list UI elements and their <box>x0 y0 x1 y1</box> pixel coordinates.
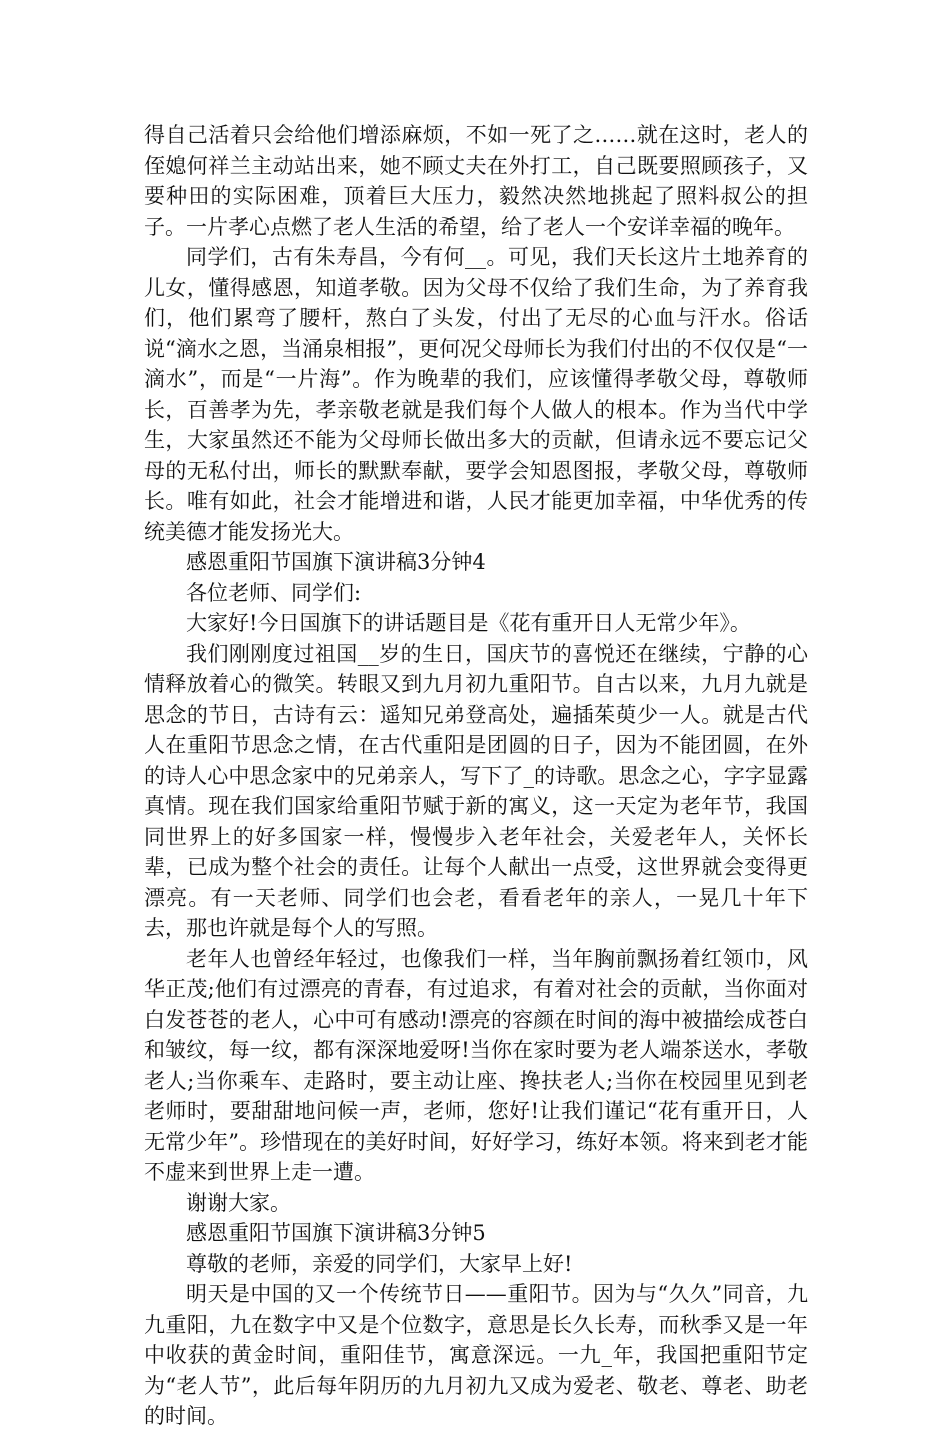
closing-line: 谢谢大家。 <box>186 1190 291 1215</box>
body-paragraph: 同学们，古有朱寿昌，今有何__。可见，我们天长这片土地养育的儿女，懂得感恩，知道孝敬。因为父母不仅给了我们生命，为了养育我们，他们累弯了腰杆，熬白了头发，付出了无尽的心血与汗水。俗话说“滴水之恩，当涌泉相报”，更何况父母师长为我们付出的不仅仅是“一滴水”，而是“一片海”。作为晚辈的我们，应该懂得孝敬父母，尊敬师长，百善孝为先，孝亲敬老就是我们每个人做人的根本。作为当代中学生，大家虽然还不能为父母师长做出多大的贡献，但请永远不要忘记父母的无私付出，师长的默默奉献，要学会知恩图报，孝敬父母，尊敬师长。唯有如此，社会才能增进和谐，人民才能更加幸福，中华优秀的传统美德才能发扬光大。 <box>144 245 808 544</box>
body-paragraph: 明天是中国的又一个传统节日——重阳节。因为与“久久”同音，九九重阳，九在数字中又是个位数字，意思是长久长寿，而秋季又是一年中收获的黄金时间，重阳佳节，寓意深远。一九_年，我国把重阳节定为“老人节”，此后每年阴历的九月初九又成为爱老、敬老、尊老、助老的时间。 <box>144 1282 808 1428</box>
body-paragraph: 我们刚刚度过祖国__岁的生日，国庆节的喜悦还在继续，宁静的心情释放着心的微笑。转眼又到九月初九重阳节。自古以来，九月九就是思念的节日，古诗有云：遥知兄弟登高处，遍插茱萸少一人。就是古代人在重阳节思念之情，在古代重阳是团圆的日子，因为不能团圆，在外的诗人心中思念家中的兄弟亲人，写下了_的诗歌。思念之心，字字显露真情。现在我们国家给重阳节赋于新的寓义，这一天定为老年节，我国同世界上的好多国家一样，慢慢步入老年社会，关爱老年人，关怀长辈，已成为整个社会的责任。让每个人献出一点受，这世界就会变得更漂亮。有一天老师、同学们也会老，看看老年的亲人，一晃几十年下去，那也许就是每个人的写照。 <box>144 641 808 940</box>
body-paragraph: 得自己活着只会给他们增添麻烦，不如一死了之……就在这时，老人的侄媳何祥兰主动站出来，她不顾丈夫在外打工，自己既要照顾孩子，又要种田的实际困难，顶着巨大压力，毅然决然地挑起了照料叔公的担子。一片孝心点燃了老人生活的希望，给了老人一个安详幸福的晚年。 <box>144 123 808 239</box>
salutation: 各位老师、同学们: <box>186 580 362 605</box>
document-page <box>144 120 808 1432</box>
body-paragraph: 老年人也曾经年轻过，也像我们一样，当年胸前飘扬着红领巾，风华正茂;他们有过漂亮的青春，有过追求，有着对社会的贡献，当你面对白发苍苍的老人，心中可有感动!漂亮的容颜在时间的海中被描绘成苍白和皱纹，每一纹，都有深深地爱呀!当你在家时要为老人端茶送水，孝敬老人;当你乘车、走路时，要主动让座、搀扶老人;当你在校园里见到老老师时，要甜甜地问候一声，老师，您好!让我们谨记“花有重开日，人无常少年”。珍惜现在的美好时间，好好学习，练好本领。将来到老才能不虚来到世界上走一遭。 <box>144 946 808 1184</box>
body-paragraph: 大家好!今日国旗下的讲话题目是《花有重开日人无常少年》。 <box>186 611 751 635</box>
section-heading: 感恩重阳节国旗下演讲稿3分钟5 <box>186 1221 486 1245</box>
salutation: 尊敬的老师，亲爱的同学们，大家早上好! <box>186 1251 573 1276</box>
section-heading: 感恩重阳节国旗下演讲稿3分钟4 <box>186 550 486 574</box>
